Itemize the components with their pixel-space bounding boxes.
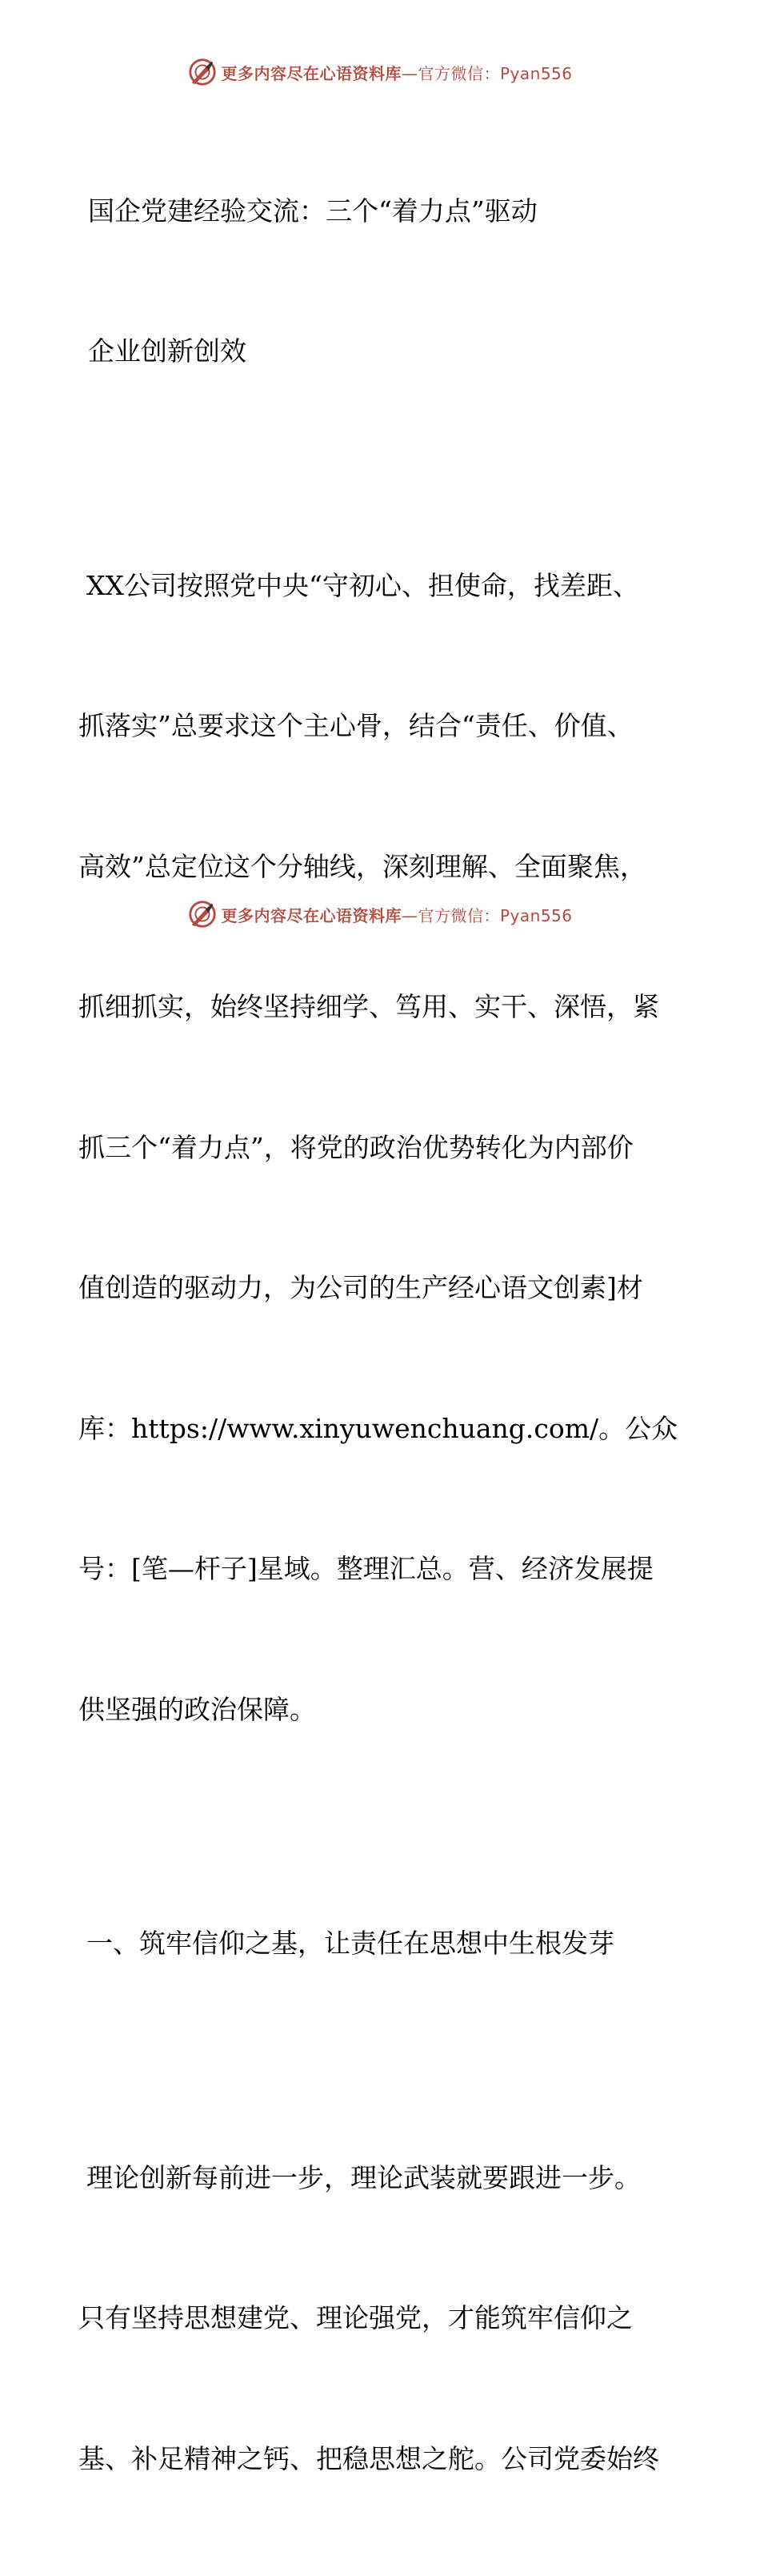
paragraph-line: XX公司按照党中央“守初心、担使命，找差距、 — [86, 563, 686, 610]
header-watermark — [0, 56, 760, 88]
pen-logo-icon — [187, 899, 218, 929]
paragraph-line: 值创造的驱动力，为公司的生产经心语文创素]材 — [78, 1265, 686, 1312]
paragraph-line: 只有坚持思想建党、理论强党，才能筑牢信仰之 — [78, 2295, 686, 2342]
paragraph-line: 抓细抓实，始终坚持细学、笃用、实干、深悟，紧 — [78, 984, 686, 1031]
paragraph-line: 高效”总定位这个分轴线，深刻理解、全面聚焦， — [78, 844, 686, 891]
title-line: 国企党建经验交流：三个“着力点”驱动 — [88, 188, 686, 235]
title-line: 企业创新创效 — [88, 328, 686, 375]
pen-logo-icon — [187, 57, 218, 87]
watermark-text: 更多内容尽在心语资料库—官方微信：Pyan556 — [221, 61, 572, 84]
section-heading-text: 一、筑牢信仰之基，让责任在思想中生根发芽 — [86, 1920, 686, 1968]
paragraph-line: 理论创新每前进一步，理论武装就要跟进一步。 — [86, 2155, 686, 2202]
footer-watermark — [0, 898, 760, 930]
paragraph-line: 库：https://www.xinyuwenchuang.com/。公众 — [78, 1406, 686, 1453]
document-title — [88, 94, 686, 469]
paragraph-line: 抓三个“着力点”，将党的政治优势转化为内部价 — [78, 1125, 686, 1172]
paragraph-line: 抓落实”总要求这个主心骨，结合“责任、价值、 — [78, 703, 686, 750]
paragraph-line: 供坚强的政治保障。 — [78, 1687, 686, 1734]
section-paragraph — [78, 2061, 686, 2576]
paragraph-line: 基、补足精神之钙、把稳思想之舵。公司党委始终 — [78, 2436, 686, 2483]
watermark-text: 更多内容尽在心语资料库—官方微信：Pyan556 — [221, 903, 572, 926]
section-heading — [78, 1827, 686, 2061]
document-body — [78, 94, 686, 2576]
intro-paragraph — [78, 469, 686, 1828]
paragraph-line: 号：[笔—杆子]星域。整理汇总。营、经济发展提 — [78, 1546, 686, 1593]
